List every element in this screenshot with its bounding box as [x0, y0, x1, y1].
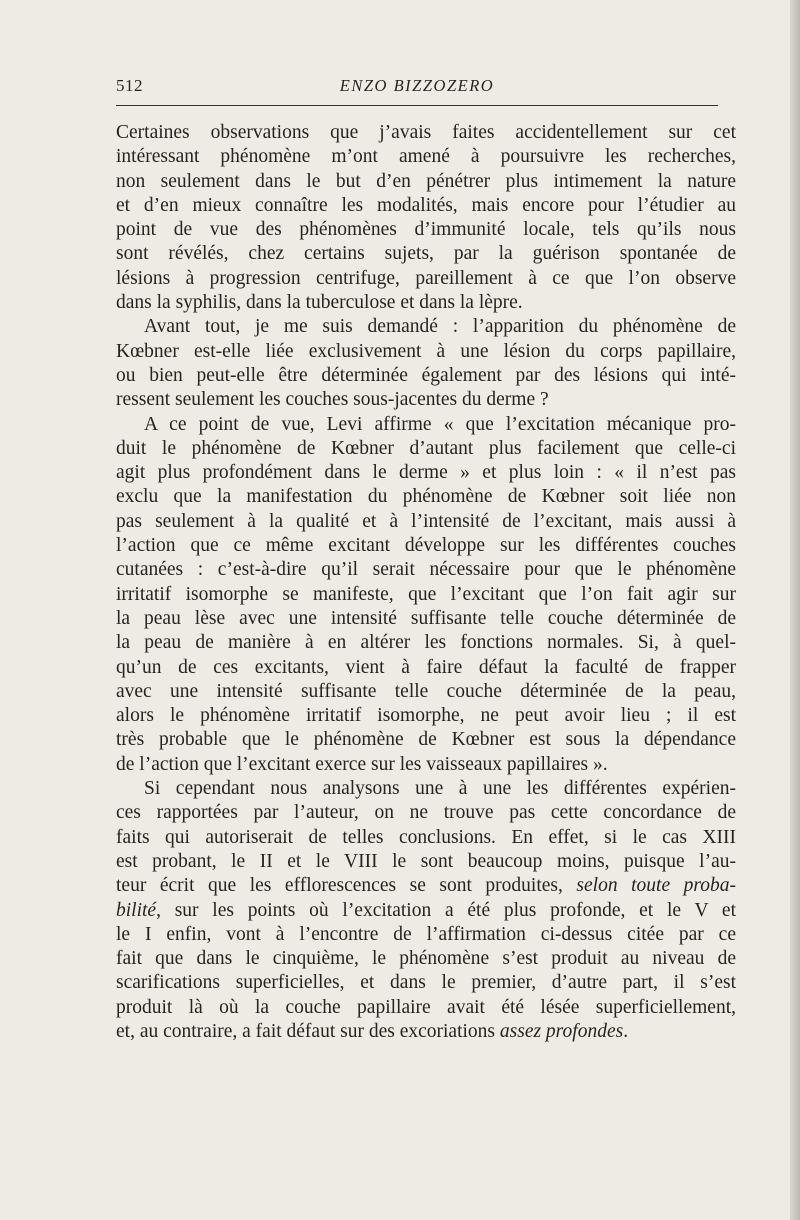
text-line: avec une intensité suffisante telle couche déterminée de la peau, — [116, 680, 736, 702]
text-line: Kœbner est-elle liée exclusivement à une lésion du corps papillaire, — [116, 340, 736, 362]
text-line: non seulement dans le but d’en pénétrer plus intimement la nature — [116, 170, 736, 192]
text-line: et, au contraire, a fait défaut sur des excoriations assez profondes. — [116, 1020, 629, 1042]
text-line: agit plus profondément dans le derme » et plus loin : « il n’est pas — [116, 462, 736, 484]
text-line: sont révélés, chez certains sujets, par la guérison spontanée de — [116, 243, 736, 265]
text-line: fait que dans le cinquième, le phénomène s’est produit au niveau de — [116, 948, 736, 970]
text-line: scarifications superficielles, et dans le premier, d’autre part, il s’est — [116, 972, 736, 994]
text-line: point de vue des phénomènes d’immunité locale, tels qu’ils nous — [116, 219, 736, 241]
text-line: A ce point de vue, Levi affirme « que l’excitation mécanique pro- — [144, 413, 736, 435]
text-line: Si cependant nous analysons une à une les différentes expérien- — [144, 778, 736, 800]
text-line: Certaines observations que j’avais faites accidentellement sur cet — [116, 122, 736, 143]
page-header — [116, 76, 718, 100]
text-line: teur écrit que les efflorescences se sont produites, selon toute proba- — [116, 875, 737, 897]
text-line: très probable que le phénomène de Kœbner est sous la dépendance — [116, 729, 736, 751]
text-line: qu’un de ces excitants, vient à faire défaut la faculté de frapper — [116, 656, 736, 678]
text-line: lésions à progression centrifuge, pareillement à ce que l’on observe — [116, 267, 736, 289]
text-line: ces rapportées par l’auteur, on ne trouve pas cette concordance de — [116, 802, 736, 824]
text-line: dans la syphilis, dans la tuberculose et dans la lèpre. — [116, 292, 523, 314]
text-line: produit là où la couche papillaire avait été lésée superficiellement, — [116, 996, 736, 1018]
text-line: exclu que la manifestation du phénomène de Kœbner soit liée non — [116, 486, 736, 508]
text-line: la peau de manière à en altérer les fonctions normales. Si, à quel- — [116, 632, 736, 654]
header-rule — [116, 105, 718, 106]
text-line: de l’action que l’excitant exerce sur les vaisseaux papillaires ». — [116, 753, 608, 775]
text-line: irritatif isomorphe se manifeste, que l’excitant que l’on fait agir sur — [116, 583, 736, 605]
text-line: ou bien peut-elle être déterminée également par des lésions qui inté- — [116, 364, 736, 386]
text-line: duit le phénomène de Kœbner d’autant plus facilement que celle-ci — [116, 437, 736, 459]
text-line: le I enfin, vont à l’encontre de l’affirmation ci-dessus citée par ce — [116, 923, 736, 945]
text-line: bilité, sur les points où l’excitation a été plus profonde, et le V et — [116, 899, 736, 921]
page-edge-shadow — [790, 0, 800, 1220]
text-line: faits qui autoriserait de telles conclusions. En effet, si le cas XIII — [116, 826, 736, 848]
text-line: la peau lèse avec une intensité suffisante telle couche déterminée de — [116, 607, 736, 629]
text-line: intéressant phénomène m’ont amené à poursuivre les recherches, — [116, 146, 736, 168]
text-line: est probant, le II et le VIII le sont beaucoup moins, puisque l’au- — [116, 850, 736, 872]
running-title: ENZO BIZZOZERO — [339, 76, 495, 95]
text-line: ressent seulement les couches sous-jacentes du derme ? — [116, 389, 549, 411]
text-line: cutanées : c’est-à-dire qu’il serait nécessaire pour que le phénomène — [116, 559, 736, 581]
body-text — [116, 121, 736, 1044]
text-line: Avant tout, je me suis demandé : l’apparition du phénomène de — [144, 316, 736, 338]
text-line: pas seulement à la qualité et à l’intensité de l’excitant, mais aussi à — [116, 510, 736, 532]
text-line: alors le phénomène irritatif isomorphe, ne peut avoir lieu ; il est — [116, 705, 736, 727]
page-number: 512 — [116, 76, 143, 95]
text-line: et d’en mieux connaître les modalités, mais encore pour l’étudier au — [116, 194, 736, 216]
text-line: l’action que ce même excitant développe sur les différentes couches — [116, 535, 736, 557]
